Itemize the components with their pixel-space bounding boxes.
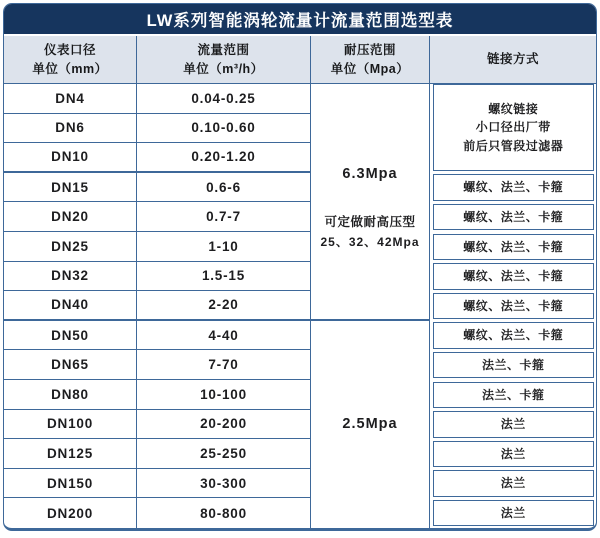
diameter-cell: DN50 [4, 321, 137, 351]
flow-range-cell: 7-70 [137, 350, 311, 380]
diameter-cell: DN25 [4, 232, 137, 262]
table-body [4, 84, 596, 528]
column-header-diameter-line1: 仪表口径 [43, 43, 96, 58]
flow-range-cell: 0.10-0.60 [137, 114, 311, 144]
flow-range-cell: 0.20-1.20 [137, 143, 311, 173]
diameter-cell: DN20 [4, 202, 137, 232]
diameter-cell: DN80 [4, 380, 137, 410]
connection-note-line2: 小口径出厂带 [475, 120, 551, 135]
pressure-cell-low [311, 321, 430, 528]
connection-cell: 法兰 [433, 441, 594, 467]
diameter-cell: DN4 [4, 84, 137, 114]
flow-range-cell: 2-20 [137, 291, 311, 321]
flow-range-cell: 30-300 [137, 469, 311, 499]
table-header-row [4, 36, 596, 84]
connection-cell: 法兰 [433, 470, 594, 496]
diameter-cell: DN200 [4, 498, 137, 528]
pressure-note-line1: 可定做耐高压型 [324, 215, 416, 229]
diameter-cell: DN125 [4, 439, 137, 469]
connection-cell: 法兰、卡箍 [433, 352, 594, 378]
column-header-connection [430, 36, 596, 83]
pressure-cell-high [311, 84, 430, 321]
flow-range-cell: 0.6-6 [137, 173, 311, 203]
flow-range-cell: 80-800 [137, 498, 311, 528]
page-title: LW系列智能涡轮流量计流量范围选型表 [4, 4, 596, 36]
diameter-cell: DN32 [4, 262, 137, 292]
flow-range-cell: 10-100 [137, 380, 311, 410]
connection-column [430, 84, 596, 528]
diameter-cell: DN150 [4, 469, 137, 499]
column-header-flow-line1: 流量范围 [197, 43, 250, 58]
connection-note-cell [433, 84, 594, 171]
flow-range-cell: 1.5-15 [137, 262, 311, 292]
flow-range-cell: 4-40 [137, 321, 311, 351]
connection-cell: 螺纹、法兰、卡箍 [433, 322, 594, 348]
column-header-flow-range [137, 36, 311, 83]
column-header-flow-line2: 单位（m³/h） [183, 61, 264, 76]
connection-cell: 螺纹、法兰、卡箍 [433, 174, 594, 200]
flow-range-column [137, 84, 311, 528]
diameter-cell: DN10 [4, 143, 137, 173]
selection-table [3, 3, 597, 531]
diameter-cell: DN40 [4, 291, 137, 321]
diameter-cell: DN6 [4, 114, 137, 144]
flow-range-cell: 1-10 [137, 232, 311, 262]
column-header-pressure-line1: 耐压范围 [343, 43, 396, 58]
column-header-diameter-line2: 单位（mm） [32, 61, 108, 76]
connection-cell: 法兰 [433, 411, 594, 437]
connection-note-line3: 前后只管段过滤器 [463, 138, 564, 153]
pressure-value-low: 2.5Mpa [342, 416, 398, 433]
pressure-column [311, 84, 430, 528]
connection-cell: 螺纹、法兰、卡箍 [433, 263, 594, 289]
pressure-note-line2: 25、32、42Mpa [320, 235, 420, 249]
column-header-pressure-line2: 单位（Mpa） [330, 61, 410, 76]
diameter-column [4, 84, 137, 528]
flow-range-cell: 25-250 [137, 439, 311, 469]
flow-range-cell: 0.7-7 [137, 202, 311, 232]
column-header-connection-line1: 链接方式 [486, 52, 539, 67]
column-header-diameter [4, 36, 137, 83]
flow-range-cell: 0.04-0.25 [137, 84, 311, 114]
flow-range-cell: 20-200 [137, 410, 311, 440]
connection-cell: 法兰、卡箍 [433, 382, 594, 408]
diameter-cell: DN65 [4, 350, 137, 380]
pressure-note [320, 212, 419, 250]
diameter-cell: DN100 [4, 410, 137, 440]
pressure-value-high: 6.3Mpa [342, 166, 398, 182]
connection-cell: 螺纹、法兰、卡箍 [433, 293, 594, 319]
column-header-pressure-range [311, 36, 430, 83]
connection-cell: 螺纹、法兰、卡箍 [433, 234, 594, 260]
connection-cell: 螺纹、法兰、卡箍 [433, 204, 594, 230]
connection-note-line1: 螺纹链接 [488, 101, 539, 116]
diameter-cell: DN15 [4, 173, 137, 203]
connection-cell: 法兰 [433, 500, 594, 526]
